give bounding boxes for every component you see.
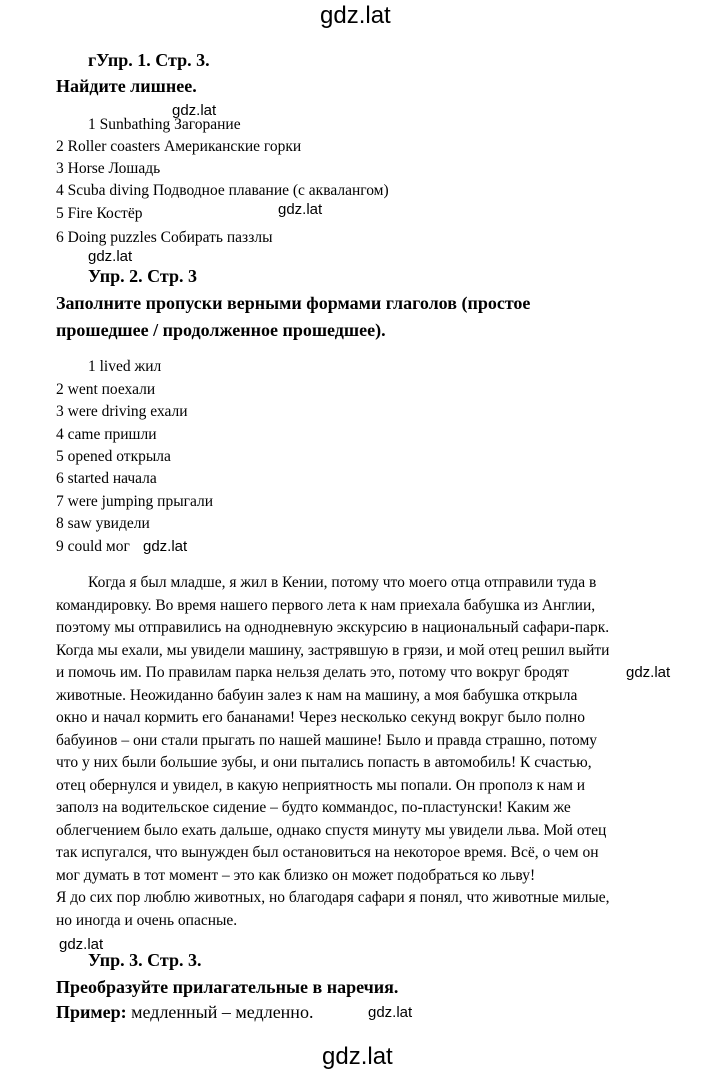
ex2-item: 5 opened открыла xyxy=(56,448,171,465)
ex1-item: 6 Doing puzzles Собирать паззлы xyxy=(56,229,273,246)
ex1-heading: гУпр. 1. Стр. 3. xyxy=(88,50,210,70)
ex2-task-line-1: Заполните пропуски верными формами глаголов (простое xyxy=(56,293,531,313)
paragraph-line: животные. Неожиданно бабуин залез к нам на машину, а моя бабушка открыла xyxy=(56,686,578,704)
example-text: медленный – медленно. xyxy=(131,1002,314,1022)
paragraph-line: командировку. Во время нашего первого лета к нам приехала бабушка из Англии, xyxy=(56,596,596,614)
example-label: Пример: xyxy=(56,1002,127,1022)
watermark-bottom: gdz.lat xyxy=(322,1043,393,1070)
ex2-item: 7 were jumping прыгали xyxy=(56,493,214,510)
ex2-item: 4 came пришли xyxy=(56,426,157,443)
paragraph-line: что у них были большие зубы, и они пытались попасть в автомобиль! К счастью, xyxy=(56,754,592,771)
ex2-item: 1 lived жил xyxy=(88,358,162,375)
ex1-item: 5 Fire Костёр xyxy=(56,205,143,222)
watermark: gdz.lat xyxy=(143,538,188,555)
watermark: gdz.lat xyxy=(59,936,104,953)
ex2-heading: Упр. 2. Стр. 3 xyxy=(88,266,197,286)
paragraph-line: Я до сих пор люблю животных, но благодаря сафари я понял, что животные милые, xyxy=(56,889,610,906)
ex1-item: 4 Scuba diving Подводное плавание (с аквалангом) xyxy=(56,182,389,199)
paragraph-line: бабуинов – они стали прыгать по нашей машине! Было и правда страшно, потому xyxy=(56,731,598,749)
watermark-top: gdz.lat xyxy=(320,2,391,29)
paragraph-line: мог думать в тот момент – это как близко он может подобраться ко льву! xyxy=(56,866,536,884)
ex2-item: 6 started начала xyxy=(56,470,157,487)
translation-paragraph xyxy=(56,572,716,932)
ex3-example xyxy=(56,1002,313,1023)
ex3-task: Преобразуйте прилагательные в наречия. xyxy=(56,977,399,997)
paragraph-line: Когда мы ехали, мы увидели машину, застрявшую в грязи, и мой отец решил выйти xyxy=(56,641,610,659)
ex2-task-line-2: прошедшее / продолженное прошедшее). xyxy=(56,320,386,340)
ex2-item: 2 went поехали xyxy=(56,381,156,398)
watermark: gdz.lat xyxy=(278,201,323,218)
ex2-item: 9 could мог xyxy=(56,538,130,555)
paragraph-line: так испугался, что вынужден был остановиться на некоторое время. Всё, о чем он xyxy=(56,844,599,861)
paragraph-line: Когда я был младше, я жил в Кении, потому что моего отца отправили туда в xyxy=(88,574,597,591)
ex1-item: 2 Roller coasters Американские горки xyxy=(56,138,302,155)
paragraph-line: окно и начал кормить его бананами! Через несколько секунд вокруг было полно xyxy=(56,709,585,726)
ex2-item: 3 were driving ехали xyxy=(56,403,188,420)
ex1-task: Найдите лишнее. xyxy=(56,76,197,96)
ex2-item: 8 saw увидели xyxy=(56,515,150,532)
paragraph-line: облегчением было ехать дальше, однако спустя минуту мы увидели льва. Мой отец xyxy=(56,821,607,839)
paragraph-line: отец обернулся и увидел, в какую неприятность мы попали. Он прополз к нам и xyxy=(56,776,586,794)
paragraph-line: заполз на водительское сидение – будто коммандос, по-пластунски! Каким же xyxy=(56,799,571,816)
watermark: gdz.lat xyxy=(88,248,133,265)
watermark: gdz.lat xyxy=(626,664,671,681)
watermark: gdz.lat xyxy=(368,1004,413,1021)
paragraph-line: поэтому мы отправились на однодневную экскурсию в национальный сафари-парк. xyxy=(56,619,610,636)
ex1-item: 1 Sunbathing Загорание xyxy=(88,116,241,133)
paragraph-line: и помочь им. По правилам парка нельзя делать это, потому что вокруг бродят xyxy=(56,664,569,681)
ex1-item: 3 Horse Лошадь xyxy=(56,160,161,177)
paragraph-line: но иногда и очень опасные. xyxy=(56,911,238,929)
watermark: gdz.lat xyxy=(172,102,217,119)
ex3-heading: Упр. 3. Стр. 3. xyxy=(88,950,202,970)
